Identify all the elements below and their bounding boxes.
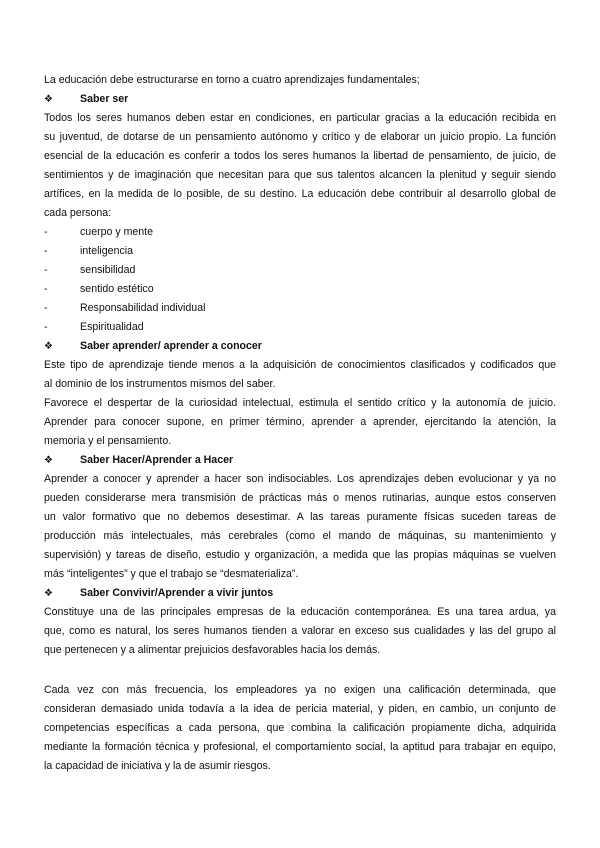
section-heading-saber-ser: Saber ser xyxy=(80,93,129,105)
section-heading-saber-aprender: Saber aprender/ aprender a conocer xyxy=(80,340,262,352)
list-dash: - xyxy=(44,245,48,257)
paragraph-line: Constituye una de las principales empresas de la educación contemporánea. Es una tarea ardua, ya xyxy=(44,606,556,618)
list-item: sensibilidad xyxy=(80,264,136,276)
diamond-bullet-icon: ❖ xyxy=(44,588,53,599)
paragraph-line: su juventud, de dotarse de un pensamiento autónomo y crítico y de elaborar un juicio propio. La función xyxy=(44,131,556,143)
paragraph-line: memoria y el pensamiento. xyxy=(44,435,172,447)
paragraph-line: más “inteligentes” y que el trabajo se “desmaterializa”. xyxy=(44,568,299,580)
paragraph-line: sentimientos y de imaginación que necesitan para que sus talentos alcancen la plenitud y seguir siendo xyxy=(44,169,556,181)
diamond-bullet-icon: ❖ xyxy=(44,341,53,352)
paragraph-line: al dominio de los instrumentos mismos del saber. xyxy=(44,378,276,390)
list-item: sentido estético xyxy=(80,283,154,295)
paragraph-line: que, como es natural, los seres humanos tienden a valorar en exceso sus cualidades y las del grupo al xyxy=(44,625,556,637)
paragraph-line: la capacidad de iniciativa y la de asumir riesgos. xyxy=(44,760,271,772)
list-item: Espiritualidad xyxy=(80,321,144,333)
paragraph-line: que pertenecen y a alimentar prejuicios desfavorables hacia los demás. xyxy=(44,644,381,656)
paragraph-line: mediante la formación técnica y profesional, el comportamiento social, la aptitud para trabajar en equipo, xyxy=(44,741,556,753)
intro-text: La educación debe estructurarse en torno a cuatro aprendizajes fundamentales; xyxy=(44,74,420,86)
paragraph-line: consideran demasiado unida todavía a la idea de pericia material, y piden, en cambio, un conjunto de xyxy=(44,703,556,715)
diamond-bullet-icon: ❖ xyxy=(44,94,53,105)
list-item: Responsabilidad individual xyxy=(80,302,206,314)
paragraph-line: pueden considerarse mera transmisión de prácticas más o menos rutinarias, aunque estos conserven xyxy=(44,492,556,504)
list-dash: - xyxy=(44,264,48,276)
list-dash: - xyxy=(44,226,48,238)
section-heading-saber-hacer: Saber Hacer/Aprender a Hacer xyxy=(80,454,234,466)
paragraph-line: Cada vez con más frecuencia, los empleadores ya no exigen una calificación determinada, que xyxy=(44,684,556,696)
paragraph-line: Este tipo de aprendizaje tiende menos a la adquisición de conocimientos clasificados y codificados que xyxy=(44,359,556,371)
paragraph-line: Favorece el despertar de la curiosidad intelectual, estimula el sentido crítico y la autonomía de juicio. xyxy=(44,397,556,409)
paragraph-line: supervisión) y tareas de diseño, estudio y organización, a medida que las propias máquinas se vuelven xyxy=(44,549,556,561)
list-dash: - xyxy=(44,302,48,314)
list-item: cuerpo y mente xyxy=(80,226,154,238)
paragraph-line: Aprender para conocer supone, en primer término, aprender a aprender, ejercitando la atención, la xyxy=(44,416,556,428)
paragraph-line: producción más intelectuales, más cerebrales (como el mando de máquinas, su mantenimiento y xyxy=(44,530,556,542)
paragraph-line: Todos los seres humanos deben estar en condiciones, en particular gracias a la educación recibida en xyxy=(44,112,556,124)
list-item: inteligencia xyxy=(80,245,134,257)
paragraph-line: cada persona: xyxy=(44,207,112,219)
diamond-bullet-icon: ❖ xyxy=(44,455,53,466)
paragraph-line: competencias específicas a cada persona, que combina la calificación propiamente dicha, adquirida xyxy=(44,722,556,734)
paragraph-line: esencial de la educación es conferir a todos los seres humanos la libertad de pensamiento, de juicio, de xyxy=(44,150,556,162)
section-heading-saber-convivir: Saber Convivir/Aprender a vivir juntos xyxy=(80,587,274,599)
paragraph-line: un valor formativo que no debemos desestimar. A las tareas puramente físicas suceden tareas de xyxy=(44,511,556,523)
paragraph-line: artífices, en la medida de lo posible, de su destino. La educación debe contribuir al desarrollo global de xyxy=(44,188,556,200)
paragraph-line: Aprender a conocer y aprender a hacer son indisociables. Los aprendizajes deben evolucionar y ya no xyxy=(44,473,556,485)
list-dash: - xyxy=(44,321,48,333)
list-dash: - xyxy=(44,283,48,295)
